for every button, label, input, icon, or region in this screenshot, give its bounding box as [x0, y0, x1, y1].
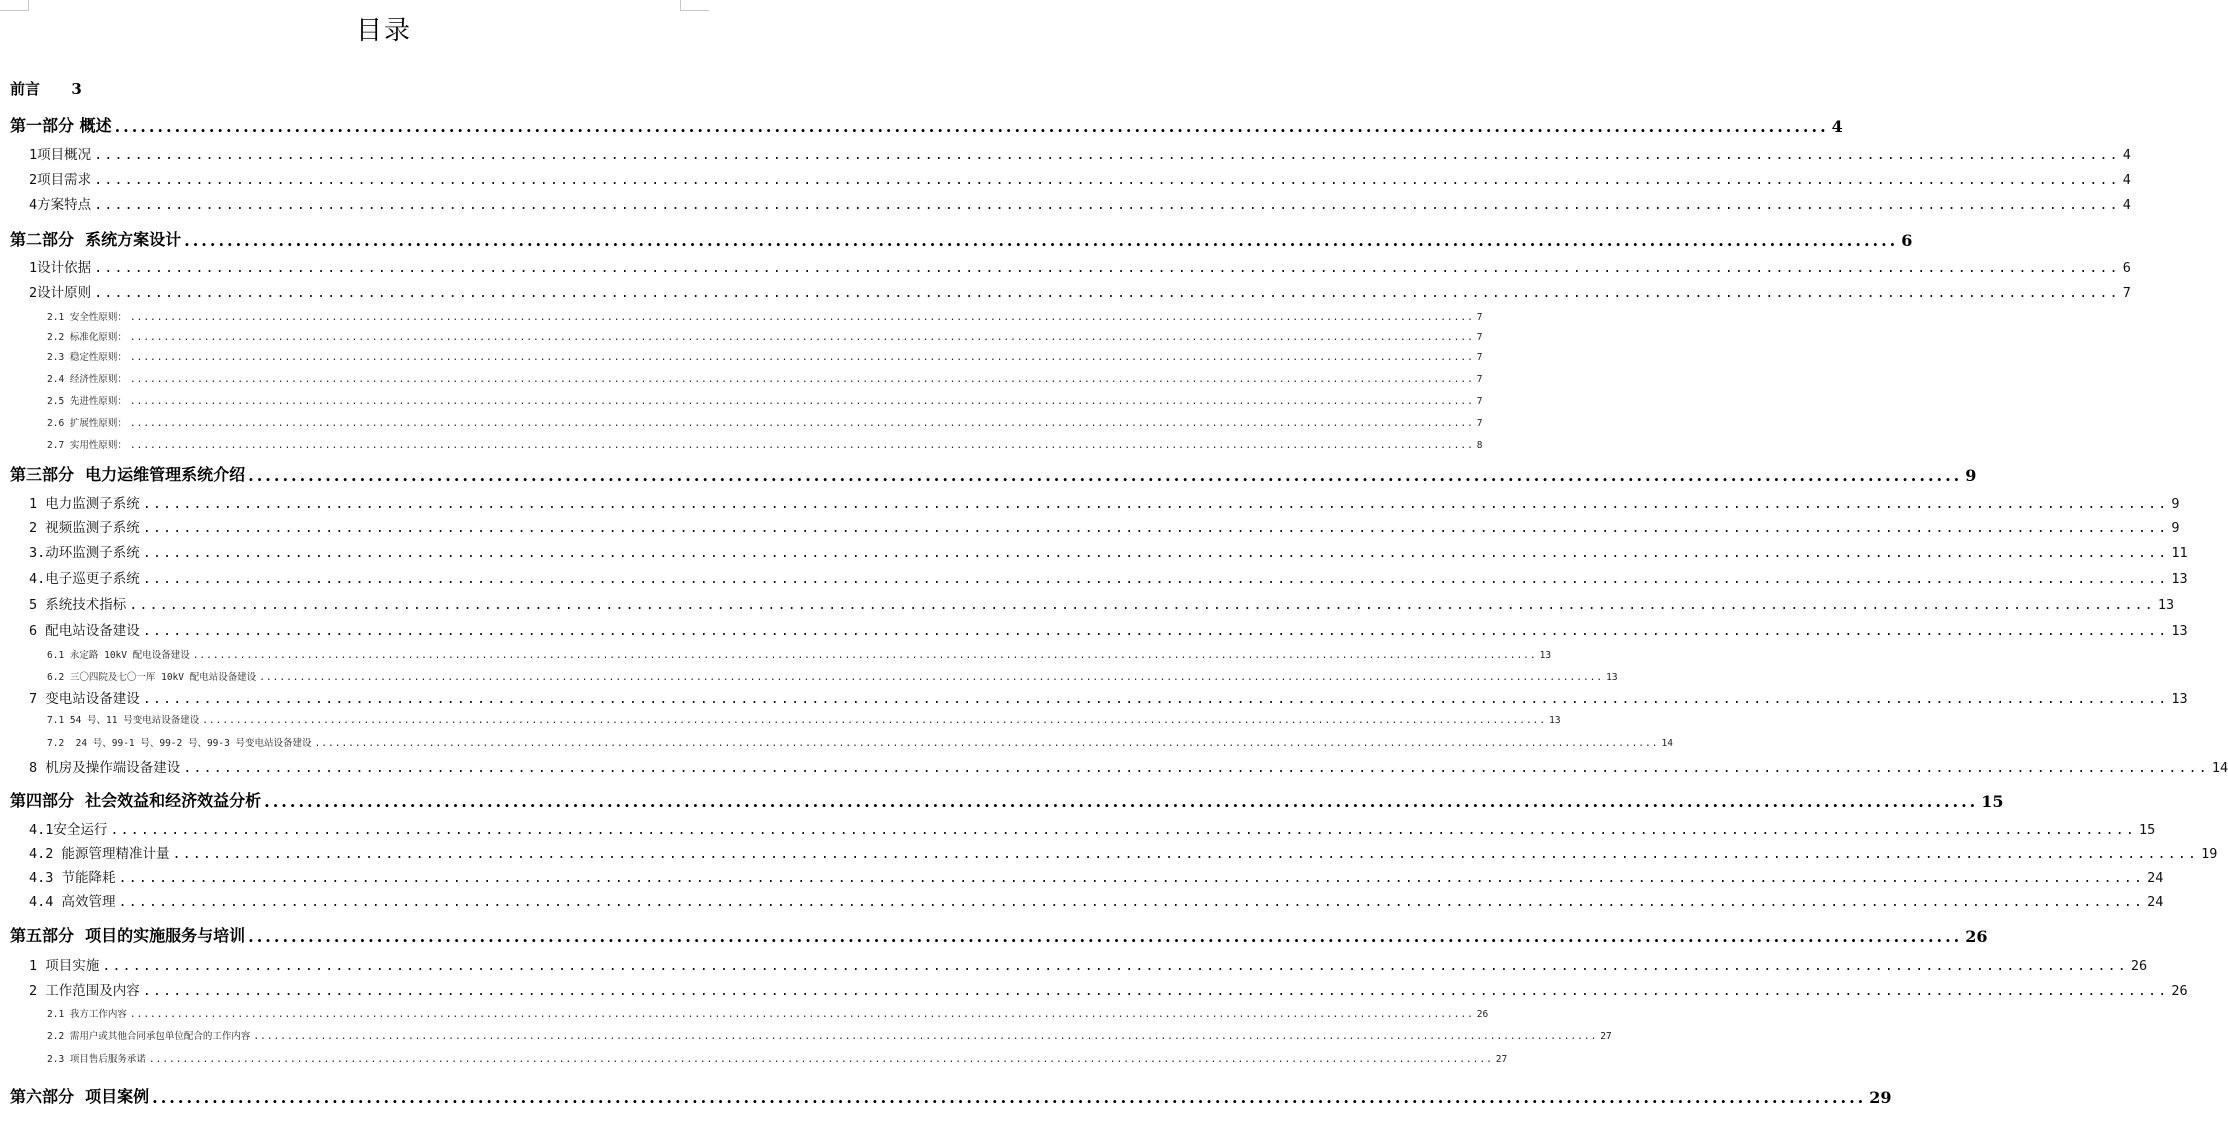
toc-entry-level-1[interactable] — [29, 957, 2148, 974]
toc-entry-page-number: 9 — [2171, 496, 2180, 512]
toc-entry-page-number: 14 — [1661, 738, 1673, 749]
toc-dot-leader: ........................................................................................................................................................................................................ — [102, 958, 2128, 974]
toc-entry-label: 7.1 54 号、11 号变电站设备建设 — [47, 715, 200, 726]
toc-dot-leader: ........................................................................................................................................................................................................ — [142, 623, 2169, 639]
toc-dot-leader: ........................................................................................................................................................................................................ — [142, 520, 2169, 536]
toc-entry-page-number: 7 — [1476, 312, 1483, 323]
toc-entry-label: 2.2 标准化原则： — [47, 332, 127, 343]
toc-dot-leader: ........................................................................................................................................................................................................ — [94, 147, 2120, 163]
toc-entry-page-number: 7 — [1476, 332, 1483, 343]
toc-entry-label: 2.7 实用性原则： — [47, 440, 127, 451]
toc-entry-label: 2.4 经济性原则： — [47, 374, 127, 385]
toc-dot-leader: ........................................................................................................................................................................................................ — [129, 332, 1474, 343]
toc-entry-label: 3.动环监测子系统 — [29, 545, 140, 561]
toc-entry-level-1[interactable] — [29, 171, 2131, 188]
toc-dot-leader: ........................................................................................................................................................................................................ — [129, 352, 1474, 363]
toc-entry-label: 1设计依据 — [29, 260, 92, 276]
toc-entry-level-2[interactable] — [47, 648, 1552, 661]
toc-entry-level-2[interactable] — [47, 1052, 1508, 1065]
toc-entry-page-number: 11 — [2171, 545, 2188, 561]
toc-entry-label: 4方案特点 — [29, 197, 92, 213]
toc-entry-page-number: 24 — [2147, 894, 2164, 910]
toc-entry-label: 第五部分 项目的实施服务与培训 — [10, 926, 246, 945]
toc-entry-page-number: 19 — [2201, 846, 2218, 862]
toc-entry-page-number: 13 — [1606, 672, 1618, 683]
toc-dot-leader: ........................................................................................................................................................................................................ — [94, 260, 2120, 276]
toc-entry-level-0[interactable] — [10, 230, 1913, 250]
toc-entry-page-number: 14 — [2211, 760, 2228, 776]
toc-entry-label: 2.3 稳定性原则： — [47, 352, 127, 363]
toc-entry-label: 6 配电站设备建设 — [29, 623, 140, 639]
toc-entry-page-number: 13 — [2171, 691, 2188, 707]
toc-entry-page-number: 26 — [2130, 958, 2148, 974]
toc-entry-label: 6.2 三〇四院及七〇一厍 10kV 配电站设备建设 — [47, 672, 257, 683]
toc-entry-level-1[interactable] — [29, 259, 2131, 276]
preface-label: 前言 — [10, 80, 41, 98]
toc-entry-page-number: 15 — [2138, 822, 2156, 838]
toc-dot-leader: ........................................................................................................................................................................................................ — [314, 738, 1659, 749]
toc-entry-level-2[interactable] — [47, 1029, 1612, 1042]
toc-entry-page-number: 13 — [1539, 650, 1552, 661]
toc-dot-leader: ........................................................................................................................................................................................................ — [172, 846, 2199, 862]
toc-entry-level-1[interactable] — [29, 622, 2188, 639]
toc-entry-label: 7.2 24 号、99-1 号、99-2 号、99-3 号变电站设备建设 — [47, 738, 312, 749]
toc-entry-label: 第六部分 项目案例 — [10, 1087, 150, 1106]
toc-entry-page-number: 15 — [1981, 792, 2004, 811]
toc-dot-leader: ........................................................................................................................................................................................................ — [202, 715, 1547, 726]
toc-entry-label: 2 视频监测子系统 — [29, 520, 140, 536]
toc-entry-level-0[interactable] — [10, 465, 1977, 485]
toc-preface-entry[interactable] — [10, 78, 82, 99]
toc-dot-leader: ........................................................................................................................................................................................................ — [94, 285, 2120, 301]
toc-entry-page-number: 13 — [2171, 571, 2188, 587]
toc-entry-page-number: 24 — [2147, 870, 2164, 886]
toc-entry-level-1[interactable] — [29, 519, 2180, 536]
toc-entry-page-number: 7 — [1476, 374, 1483, 385]
toc-entry-label: 2.6 扩展性原则： — [47, 418, 127, 429]
toc-dot-leader: ........................................................................................................................................................................................................ — [248, 466, 1963, 485]
toc-dot-leader: ........................................................................................................................................................................................................ — [248, 927, 1963, 946]
toc-entry-label: 6.1 永定路 10kV 配电设备建设 — [47, 650, 190, 661]
toc-entry-level-1[interactable] — [29, 196, 2131, 213]
toc-dot-leader: ........................................................................................................................................................................................................ — [129, 396, 1474, 407]
toc-entry-label: 2.1 安全性原则： — [47, 312, 127, 323]
toc-dot-leader: ........................................................................................................................................................................................................ — [142, 983, 2169, 999]
toc-dot-leader: ........................................................................................................................................................................................................ — [142, 571, 2169, 587]
toc-dot-leader: ........................................................................................................................................................................................................ — [192, 650, 1537, 661]
toc-entry-label: 2.5 先进性原则： — [47, 396, 127, 407]
toc-entry-page-number: 7 — [2122, 285, 2131, 301]
toc-entry-label: 4.3 节能降耗 — [29, 870, 116, 886]
toc-entry-page-number: 13 — [2171, 623, 2188, 639]
toc-entry-level-0[interactable] — [10, 1087, 1892, 1107]
toc-entry-label: 第四部分 社会效益和经济效益分析 — [10, 791, 262, 810]
toc-entry-page-number: 26 — [1965, 927, 1988, 946]
toc-entry-level-2[interactable] — [47, 736, 1673, 749]
toc-entry-label: 2.1 我方工作内容 — [47, 1009, 127, 1020]
toc-entry-level-2[interactable] — [47, 416, 1483, 429]
toc-dot-leader: ........................................................................................................................................................................................................ — [114, 117, 1829, 136]
toc-entry-label: 第一部分 概述 — [10, 116, 112, 135]
toc-entry-page-number: 13 — [2157, 597, 2175, 613]
toc-entry-level-1[interactable] — [29, 893, 2164, 910]
toc-entry-level-2[interactable] — [47, 394, 1483, 407]
toc-entry-label: 4.4 高效管理 — [29, 894, 116, 910]
toc-entry-label: 2.3 项目售后服务承诺 — [47, 1054, 146, 1065]
toc-entry-level-2[interactable] — [47, 330, 1483, 343]
toc-dot-leader: ........................................................................................................................................................................................................ — [129, 1009, 1474, 1020]
toc-entry-page-number: 4 — [1831, 117, 1843, 136]
toc-dot-leader: ........................................................................................................................................................................................................ — [183, 760, 2209, 776]
toc-entry-page-number: 29 — [1869, 1088, 1892, 1107]
toc-entry-level-2[interactable] — [47, 1007, 1489, 1020]
toc-entry-level-0[interactable] — [10, 926, 1988, 946]
toc-entry-level-1[interactable] — [29, 690, 2188, 707]
toc-entry-label: 2项目需求 — [29, 172, 92, 188]
toc-entry-page-number: 27 — [1600, 1031, 1612, 1042]
toc-entry-label: 2 工作范围及内容 — [29, 983, 140, 999]
toc-entry-page-number: 9 — [1965, 466, 1977, 485]
toc-entry-page-number: 13 — [1549, 715, 1561, 726]
toc-entry-level-1[interactable] — [29, 495, 2180, 512]
toc-entry-label: 4.1安全运行 — [29, 822, 108, 838]
toc-dot-leader: ........................................................................................................................................................................................................ — [94, 172, 2120, 188]
toc-entry-level-1[interactable] — [29, 982, 2188, 999]
toc-entry-level-1[interactable] — [29, 146, 2131, 163]
toc-entry-label: 8 机房及操作端设备建设 — [29, 760, 181, 776]
toc-entry-page-number: 7 — [1476, 418, 1483, 429]
toc-dot-leader: ........................................................................................................................................................................................................ — [94, 197, 2120, 213]
toc-dot-leader: ........................................................................................................................................................................................................ — [129, 374, 1474, 385]
toc-dot-leader: ........................................................................................................................................................................................................ — [118, 894, 2145, 910]
toc-dot-leader: ........................................................................................................................................................................................................ — [264, 792, 1979, 811]
toc-entry-label: 1 电力监测子系统 — [29, 496, 140, 512]
toc-dot-leader: ........................................................................................................................................................................................................ — [129, 418, 1474, 429]
toc-entry-page-number: 4 — [2122, 172, 2131, 188]
toc-entry-level-1[interactable] — [29, 570, 2188, 587]
toc-dot-leader: ........................................................................................................................................................................................................ — [253, 1031, 1598, 1042]
toc-entry-page-number: 9 — [2171, 520, 2180, 536]
toc-entry-level-1[interactable] — [29, 544, 2188, 561]
toc-entry-label: 第二部分 系统方案设计 — [10, 230, 182, 249]
toc-entry-page-number: 26 — [1476, 1009, 1489, 1020]
toc-dot-leader: ........................................................................................................................................................................................................ — [129, 440, 1474, 451]
toc-dot-leader: ........................................................................................................................................................................................................ — [184, 231, 1899, 250]
toc-entry-label: 第三部分 电力运维管理系统介绍 — [10, 465, 246, 484]
toc-entry-level-0[interactable] — [10, 791, 2004, 811]
toc-entry-level-2[interactable] — [47, 372, 1483, 385]
toc-entry-page-number: 26 — [2171, 983, 2188, 999]
toc-entry-level-1[interactable] — [29, 759, 2228, 776]
toc-dot-leader: ........................................................................................................................................................................................................ — [129, 312, 1474, 323]
toc-dot-leader: ........................................................................................................................................................................................................ — [152, 1088, 1867, 1107]
toc-entry-label: 4.电子巡更子系统 — [29, 571, 140, 587]
toc-dot-leader: ........................................................................................................................................................................................................ — [129, 597, 2155, 613]
toc-dot-leader: ........................................................................................................................................................................................................ — [148, 1054, 1493, 1065]
toc-entry-level-2[interactable] — [47, 310, 1483, 323]
toc-dot-leader: ........................................................................................................................................................................................................ — [142, 545, 2169, 561]
toc-entry-level-1[interactable] — [29, 869, 2164, 886]
toc-entry-page-number: 6 — [2122, 260, 2131, 276]
toc-entry-level-2[interactable] — [47, 350, 1483, 363]
toc-entry-label: 2设计原则 — [29, 285, 92, 301]
toc-entry-page-number: 7 — [1476, 352, 1483, 363]
toc-dot-leader: ........................................................................................................................................................................................................ — [110, 822, 2136, 838]
toc-dot-leader: ........................................................................................................................................................................................................ — [259, 672, 1604, 683]
toc-entry-page-number: 4 — [2122, 147, 2131, 163]
toc-entry-level-2[interactable] — [47, 670, 1618, 683]
toc-entry-label: 2.2 需用户或其他合同承包单位配合的工作内容 — [47, 1031, 251, 1042]
toc-entry-label: 1项目概况 — [29, 147, 92, 163]
toc-entry-level-2[interactable] — [47, 713, 1561, 726]
toc-entry-page-number: 4 — [2122, 197, 2131, 213]
toc-dot-leader: ........................................................................................................................................................................................................ — [142, 496, 2169, 512]
toc-entry-label: 7 变电站设备建设 — [29, 691, 140, 707]
toc-entry-label: 4.2 能源管理精准计量 — [29, 846, 170, 862]
toc-entry-page-number: 8 — [1476, 440, 1483, 451]
toc-entry-level-1[interactable] — [29, 596, 2175, 613]
toc-entry-page-number: 6 — [1901, 231, 1913, 250]
toc-entry-level-1[interactable] — [29, 845, 2218, 862]
preface-page: 3 — [71, 80, 82, 98]
toc-entry-level-2[interactable] — [47, 438, 1483, 451]
toc-entry-level-1[interactable] — [29, 284, 2131, 301]
toc-entry-page-number: 27 — [1495, 1054, 1508, 1065]
toc-entry-page-number: 7 — [1476, 396, 1483, 407]
toc-dot-leader: ........................................................................................................................................................................................................ — [118, 870, 2145, 886]
toc-dot-leader: ........................................................................................................................................................................................................ — [142, 691, 2169, 707]
toc-entry-level-1[interactable] — [29, 821, 2156, 838]
toc-entry-level-0[interactable] — [10, 116, 1843, 136]
toc-entry-label: 1 项目实施 — [29, 958, 100, 974]
toc-title: 目录 — [355, 16, 412, 46]
toc-entry-label: 5 系统技术指标 — [29, 597, 127, 613]
